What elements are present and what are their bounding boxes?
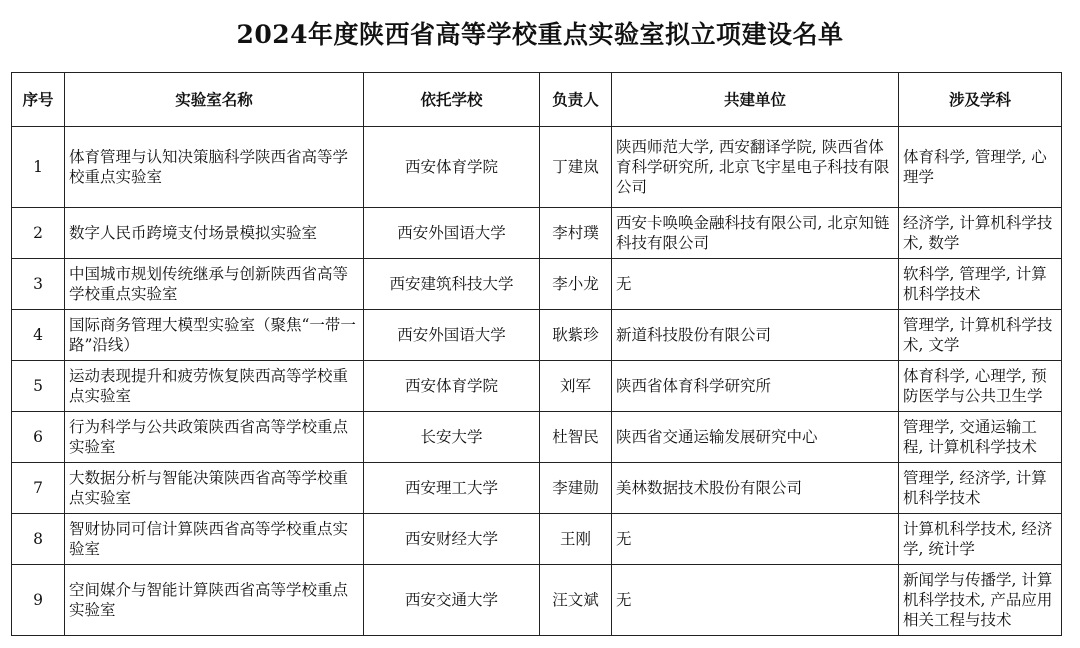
- cell-no: 7: [12, 463, 65, 514]
- cell-leader: 丁建岚: [540, 127, 612, 208]
- cell-school: 西安体育学院: [364, 127, 540, 208]
- table-row: [12, 310, 1062, 361]
- cell-lab-name: 数字人民币跨境支付场景模拟实验室: [65, 208, 364, 259]
- cell-subjects: 经济学, 计算机科学技术, 数学: [899, 208, 1062, 259]
- header-leader: 负责人: [540, 73, 612, 127]
- cell-partner: 无: [612, 565, 899, 636]
- table-row: [12, 514, 1062, 565]
- cell-partner: 陕西师范大学, 西安翻译学院, 陕西省体育科学研究所, 北京飞宇星电子科技有限公司: [612, 127, 899, 208]
- cell-lab-name: 智财协同可信计算陕西省高等学校重点实验室: [65, 514, 364, 565]
- cell-leader: 汪文斌: [540, 565, 612, 636]
- header-partner: 共建单位: [612, 73, 899, 127]
- cell-lab-name: 大数据分析与智能决策陕西省高等学校重点实验室: [65, 463, 364, 514]
- cell-school: 西安交通大学: [364, 565, 540, 636]
- cell-no: 8: [12, 514, 65, 565]
- cell-no: 2: [12, 208, 65, 259]
- cell-partner: 无: [612, 514, 899, 565]
- cell-subjects: 管理学, 交通运输工程, 计算机科学技术: [899, 412, 1062, 463]
- table-row: [12, 127, 1062, 208]
- cell-subjects: 计算机科学技术, 经济学, 统计学: [899, 514, 1062, 565]
- cell-subjects: 管理学, 计算机科学技术, 文学: [899, 310, 1062, 361]
- cell-subjects: 管理学, 经济学, 计算机科学技术: [899, 463, 1062, 514]
- cell-school: 西安建筑科技大学: [364, 259, 540, 310]
- table-row: [12, 565, 1062, 636]
- table-row: [12, 463, 1062, 514]
- table-row: [12, 361, 1062, 412]
- cell-leader: 刘军: [540, 361, 612, 412]
- cell-subjects: 软科学, 管理学, 计算机科学技术: [899, 259, 1062, 310]
- table-row: [12, 208, 1062, 259]
- cell-subjects: 体育科学, 管理学, 心理学: [899, 127, 1062, 208]
- cell-no: 4: [12, 310, 65, 361]
- cell-lab-name: 中国城市规划传统继承与创新陕西省高等学校重点实验室: [65, 259, 364, 310]
- cell-no: 1: [12, 127, 65, 208]
- cell-no: 3: [12, 259, 65, 310]
- cell-leader: 李村璞: [540, 208, 612, 259]
- cell-school: 西安理工大学: [364, 463, 540, 514]
- cell-partner: 美林数据技术股份有限公司: [612, 463, 899, 514]
- cell-subjects: 新闻学与传播学, 计算机科学技术, 产品应用相关工程与技术: [899, 565, 1062, 636]
- cell-no: 9: [12, 565, 65, 636]
- cell-school: 长安大学: [364, 412, 540, 463]
- cell-school: 西安财经大学: [364, 514, 540, 565]
- cell-lab-name: 国际商务管理大模型实验室（聚焦“一带一路”沿线）: [65, 310, 364, 361]
- header-subjects: 涉及学科: [899, 73, 1062, 127]
- cell-partner: 新道科技股份有限公司: [612, 310, 899, 361]
- cell-lab-name: 行为科学与公共政策陕西省高等学校重点实验室: [65, 412, 364, 463]
- cell-lab-name: 体育管理与认知决策脑科学陕西省高等学校重点实验室: [65, 127, 364, 208]
- cell-leader: 杜智民: [540, 412, 612, 463]
- cell-no: 6: [12, 412, 65, 463]
- cell-partner: 无: [612, 259, 899, 310]
- header-no: 序号: [12, 73, 65, 127]
- cell-school: 西安外国语大学: [364, 208, 540, 259]
- cell-leader: 李建勋: [540, 463, 612, 514]
- table-row: [12, 259, 1062, 310]
- table-header-row: [12, 73, 1062, 127]
- cell-lab-name: 运动表现提升和疲劳恢复陕西高等学校重点实验室: [65, 361, 364, 412]
- cell-lab-name: 空间媒介与智能计算陕西省高等学校重点实验室: [65, 565, 364, 636]
- header-lab-name: 实验室名称: [65, 73, 364, 127]
- page-title: 2024年度陕西省高等学校重点实验室拟立项建设名单: [236, 20, 844, 49]
- lab-list-table: [11, 72, 1062, 636]
- cell-leader: 王刚: [540, 514, 612, 565]
- cell-leader: 耿紫珍: [540, 310, 612, 361]
- cell-partner: 陕西省体育科学研究所: [612, 361, 899, 412]
- cell-partner: 西安卡唤唤金融科技有限公司, 北京知链科技有限公司: [612, 208, 899, 259]
- cell-school: 西安外国语大学: [364, 310, 540, 361]
- table-row: [12, 412, 1062, 463]
- cell-school: 西安体育学院: [364, 361, 540, 412]
- cell-partner: 陕西省交通运输发展研究中心: [612, 412, 899, 463]
- cell-subjects: 体育科学, 心理学, 预防医学与公共卫生学: [899, 361, 1062, 412]
- header-school: 依托学校: [364, 73, 540, 127]
- cell-leader: 李小龙: [540, 259, 612, 310]
- cell-no: 5: [12, 361, 65, 412]
